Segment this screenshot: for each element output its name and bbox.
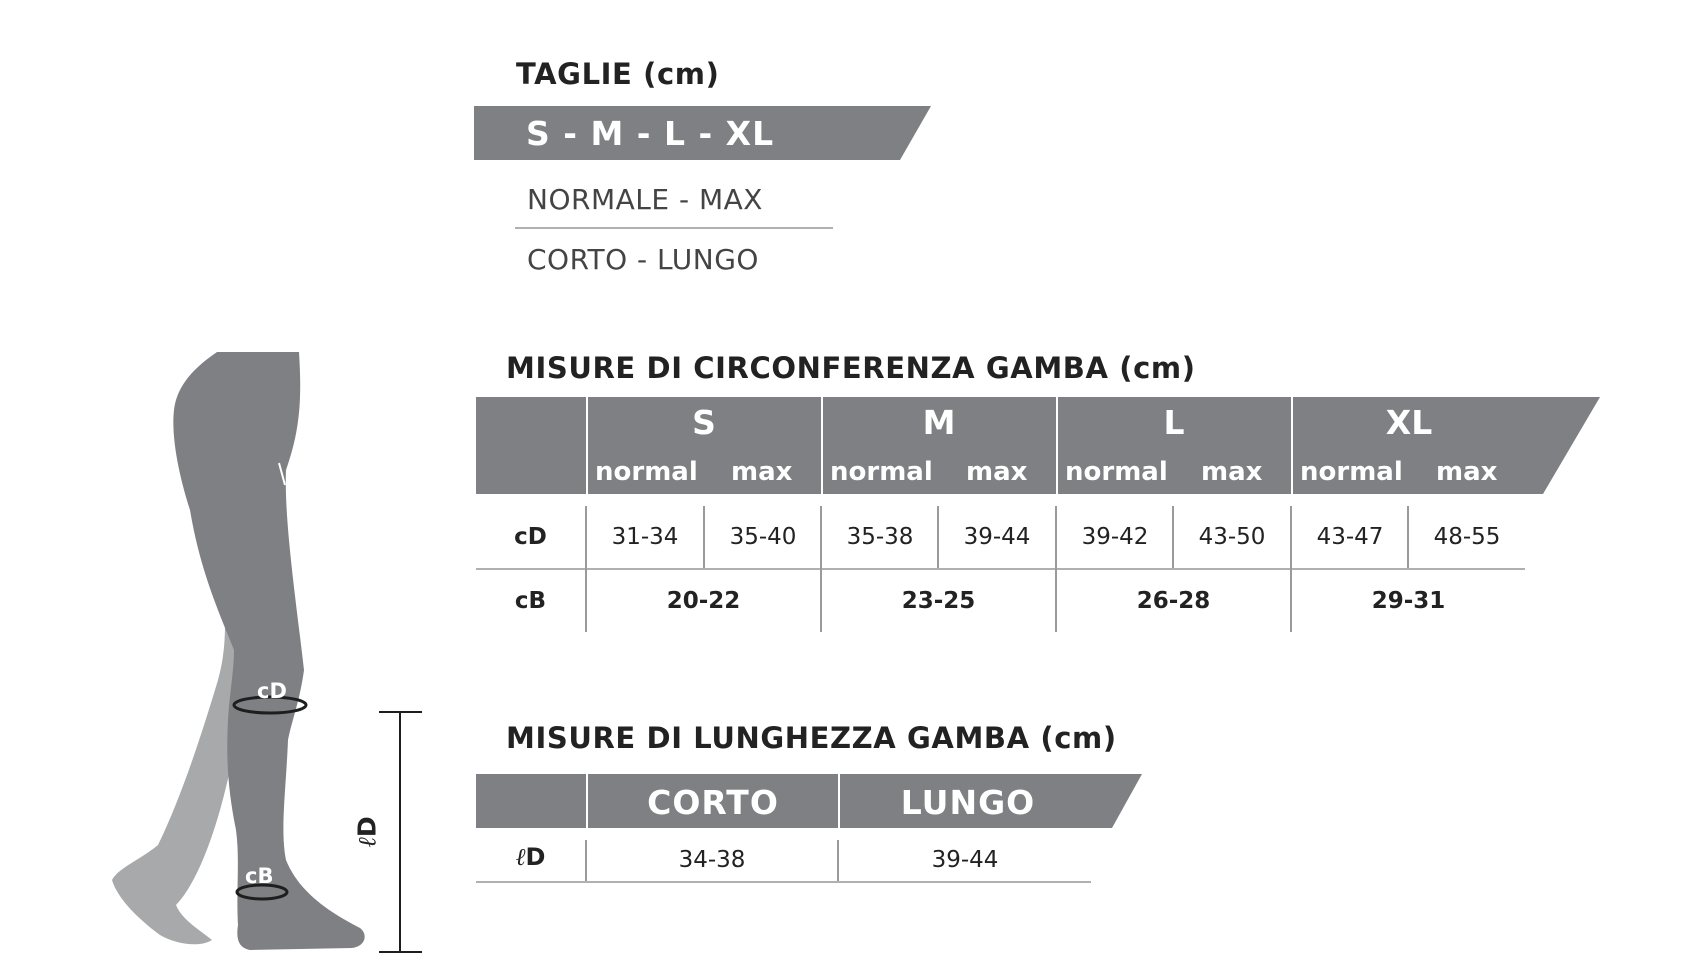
length-header-corto: CORTO xyxy=(647,783,779,822)
cB-value: 20-22 xyxy=(666,588,741,614)
cB-value: 23-25 xyxy=(901,588,976,614)
cD-value: 35-38 xyxy=(846,524,914,550)
sizes-band-label: S - M - L - XL xyxy=(526,114,775,153)
sizes-title: TAGLIE (cm) xyxy=(516,57,720,91)
sizes-row-normale-max: NORMALE - MAX xyxy=(527,183,763,216)
sub-header: max xyxy=(731,457,793,487)
leg-label-lD: ℓD xyxy=(352,816,382,848)
sub-header: normal xyxy=(1300,457,1403,487)
size-header-L: L xyxy=(1163,403,1185,442)
length-row-divider xyxy=(476,881,1091,883)
sub-header: normal xyxy=(595,457,698,487)
cD-value: 39-42 xyxy=(1081,524,1149,550)
cD-value: 35-40 xyxy=(729,524,797,550)
script-l-glyph: ℓ xyxy=(352,837,382,848)
sub-header: max xyxy=(1201,457,1263,487)
circ-title: MISURE DI CIRCONFERENZA GAMBA (cm) xyxy=(506,351,1196,385)
lD-value: 39-44 xyxy=(931,847,999,873)
length-title: MISURE DI LUNGHEZZA GAMBA (cm) xyxy=(506,721,1117,755)
sub-header: max xyxy=(1436,457,1498,487)
sub-header: max xyxy=(966,457,1028,487)
sizes-row-corto-lungo: CORTO - LUNGO xyxy=(527,243,759,276)
leg-label-cD: cD xyxy=(257,679,287,703)
size-header-XL: XL xyxy=(1385,403,1433,442)
cD-value: 48-55 xyxy=(1433,524,1501,550)
cD-value: 39-44 xyxy=(963,524,1031,550)
row-label-lD: ℓD xyxy=(515,843,546,871)
sizes-divider xyxy=(515,227,833,229)
length-header-lungo: LUNGO xyxy=(900,783,1036,822)
row-label-cB: cB xyxy=(514,588,547,614)
size-header-S: S xyxy=(692,403,716,442)
cB-value: 26-28 xyxy=(1136,588,1211,614)
script-l-glyph: ℓ xyxy=(515,843,526,871)
cD-value: 31-34 xyxy=(611,524,679,550)
cD-value: 43-50 xyxy=(1198,524,1266,550)
cB-value: 29-31 xyxy=(1371,588,1446,614)
circ-row-divider xyxy=(476,568,1525,570)
sub-header: normal xyxy=(1065,457,1168,487)
lD-value: 34-38 xyxy=(678,847,746,873)
sub-header: normal xyxy=(830,457,933,487)
size-header-M: M xyxy=(922,403,956,442)
cD-value: 43-47 xyxy=(1316,524,1384,550)
row-label-cD: cD xyxy=(514,524,547,550)
leg-label-cB: cB xyxy=(245,864,274,888)
